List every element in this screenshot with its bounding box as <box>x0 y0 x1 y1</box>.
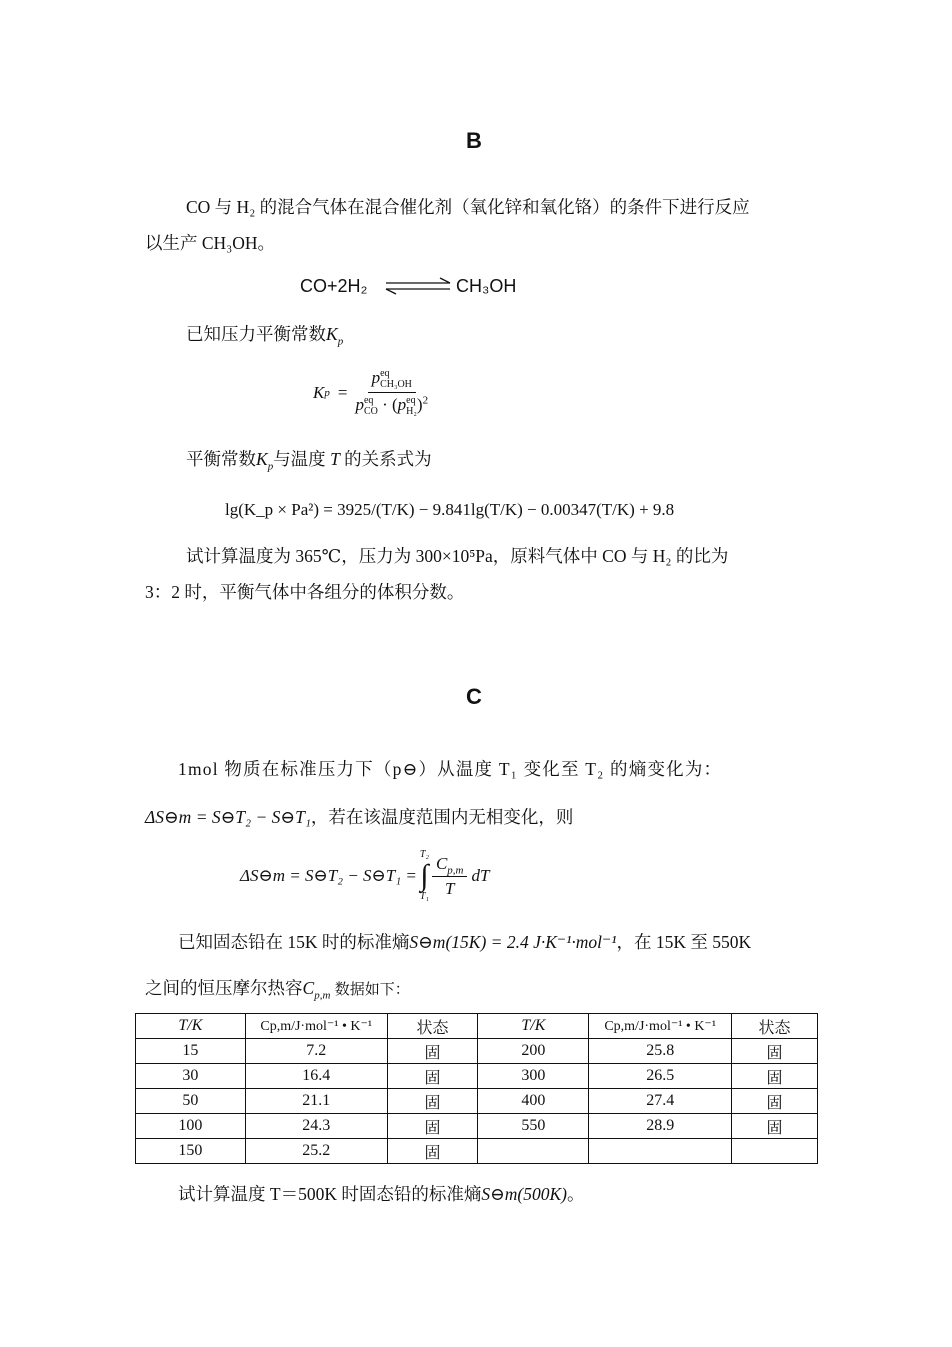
kp-den-p1: p <box>355 395 364 415</box>
known-line2-b: 数据如下： <box>334 982 410 998</box>
known-formula: S⊖m(15K) = 2.4 J·K⁻¹·mol⁻¹ <box>409 932 617 952</box>
integral-numerator <box>432 854 468 877</box>
known-tail: ，在 15K 至 550K <box>616 932 752 952</box>
table-row <box>136 1139 818 1164</box>
known-line2-a: 之间的恒压摩尔热容 <box>145 978 303 998</box>
table-header-cell: 状态 <box>387 1014 478 1039</box>
known-line2-sub: p,m <box>314 989 331 1002</box>
relation-k: K <box>256 449 268 469</box>
table-cell: 28.9 <box>589 1114 732 1139</box>
integral-num-sub: p,m <box>447 863 464 876</box>
kp-den-sup1: eq <box>363 395 374 407</box>
table-cell: 固 <box>387 1039 478 1064</box>
table-cell: 固 <box>732 1064 818 1089</box>
kp-def-symbol: K <box>313 382 325 402</box>
table-cell: 固 <box>732 1039 818 1064</box>
table-cell: 固 <box>732 1114 818 1139</box>
table-cell: 固 <box>732 1089 818 1114</box>
table-cell: 30 <box>136 1064 246 1089</box>
relation-text <box>186 448 432 473</box>
table-cell: 550 <box>478 1114 589 1139</box>
kp-intro-line <box>186 323 344 348</box>
known-line2-cp: C <box>302 978 315 998</box>
integral-symbol-icon: ∫ <box>420 859 429 892</box>
table-cell: 50 <box>136 1089 246 1114</box>
kp-fraction <box>355 368 428 417</box>
integral-sign <box>420 850 429 902</box>
integral-fraction <box>432 854 468 899</box>
table-cell: 200 <box>478 1039 589 1064</box>
section-b-intro-line2: 以生产 CH₃OH。 <box>145 233 276 253</box>
known-line2 <box>145 977 410 1001</box>
kp-num-p: p <box>371 368 381 387</box>
table-cell: 25.2 <box>245 1139 387 1164</box>
table-header-cell: T/K <box>136 1014 246 1039</box>
relation-text-b: 与温度 <box>273 449 326 469</box>
table-cell <box>589 1139 732 1164</box>
section-b-heading: B <box>466 128 482 153</box>
relation-text-c: 的关系式为 <box>344 449 432 469</box>
relation-k-sub: p <box>267 460 274 473</box>
kp-temperature-equation: lg(K_p × Pa²) = 3925/(T/K) − 9.841lg(T/K) − 0.00347(T/K) + 9.8 <box>225 500 675 519</box>
integral-denominator: T <box>444 878 455 898</box>
table-cell: 24.3 <box>245 1114 387 1139</box>
table-cell: 固 <box>387 1114 478 1139</box>
integral-formula <box>240 848 489 904</box>
entropy-change-formula: ΔS⊖m = S⊖T₂ − S⊖T₁ <box>145 807 311 827</box>
table-cell <box>478 1139 589 1164</box>
section-b-intro-line1: CO 与 H₂ 的混合气体在混合催化剂（氧化锌和氧化铬）的条件下进行反应 <box>186 197 750 217</box>
table-header-row <box>136 1014 818 1039</box>
final-question <box>178 1183 584 1205</box>
relation-T: T <box>330 449 340 469</box>
table-row <box>136 1039 818 1064</box>
kp-den-p2: p <box>397 395 407 415</box>
table-row <box>136 1114 818 1139</box>
kp-def-equals: = <box>337 382 348 402</box>
kp-den-dot: · ( <box>377 395 398 415</box>
section-b-question-line2: 3：2 时，平衡气体中各组分的体积分数。 <box>145 582 465 602</box>
integral-num-c: C <box>435 853 448 873</box>
table-cell <box>732 1139 818 1164</box>
section-b-question-line1: 试计算温度为 365℃，压力为 300×10⁵Pa，原料气体中 CO 与 H₂ 的比为 <box>186 546 729 566</box>
table-cell: 27.4 <box>589 1089 732 1114</box>
kp-den-close: ) <box>416 395 423 415</box>
kp-num-sup: eq <box>380 368 390 380</box>
integral-lower-limit: T₁ <box>419 891 429 902</box>
known-text: 已知固态铅在 15K 时的标准熵 <box>178 932 410 952</box>
equilibrium-arrows-icon <box>384 277 452 295</box>
table-cell: 300 <box>478 1064 589 1089</box>
integral-dT: dT <box>471 866 490 885</box>
table-cell: 25.8 <box>589 1039 732 1064</box>
reaction-left: CO+2H₂ <box>300 276 368 296</box>
kp-den-power: 2 <box>422 394 429 407</box>
reaction-right: CH₃OH <box>456 276 517 296</box>
table-header-cell: Cp,m/J·mol⁻¹ • K⁻¹ <box>245 1014 387 1039</box>
table-header-cell: T/K <box>478 1014 589 1039</box>
table-header-cell: 状态 <box>732 1014 818 1039</box>
table-cell: 固 <box>387 1139 478 1164</box>
table-cell: 16.4 <box>245 1064 387 1089</box>
table-cell: 150 <box>136 1139 246 1164</box>
intro-line2-tail: ，若在该温度范围内无相变化，则 <box>310 807 574 827</box>
table-cell: 100 <box>136 1114 246 1139</box>
kp-intro-text: 已知压力平衡常数 <box>186 324 326 344</box>
relation-text-a: 平衡常数 <box>186 449 256 469</box>
table-cell: 21.1 <box>245 1089 387 1114</box>
section-c-intro-line2 <box>145 806 573 828</box>
table-cell: 7.2 <box>245 1039 387 1064</box>
kp-den-sup2: eq <box>406 395 416 407</box>
integral-lhs: ΔS⊖m = S⊖T₂ − S⊖T₁ = <box>240 866 417 885</box>
heat-capacity-table <box>135 1013 818 1164</box>
table-row <box>136 1089 818 1114</box>
table-cell: 400 <box>478 1089 589 1114</box>
table-cell: 15 <box>136 1039 246 1064</box>
kp-sub: p <box>337 335 344 348</box>
section-c-intro-line1: 1mol 物质在标准压力下（p⊖）从温度 T₁ 变化至 T₂ 的熵变化为： <box>178 759 723 779</box>
table-cell: 固 <box>387 1064 478 1089</box>
kp-definition: K p = p eq CH₃OH p eq CO · (p eq H₂ )$^2$ <box>313 368 429 418</box>
final-end: 。 <box>566 1184 585 1204</box>
table-row <box>136 1064 818 1089</box>
final-formula: S⊖m(500K) <box>481 1184 567 1204</box>
integral-upper-limit: T₂ <box>419 849 429 860</box>
known-entropy-line <box>178 931 751 953</box>
kp-den-sub1: CO <box>363 406 378 418</box>
final-question-text: 试计算温度 T＝500K 时固态铅的标准熵 <box>178 1184 482 1204</box>
kp-denominator <box>355 393 428 417</box>
table-cell: 26.5 <box>589 1064 732 1089</box>
section-c-heading: C <box>466 684 482 709</box>
kp-symbol: K <box>326 324 338 344</box>
kp-numerator <box>368 368 416 393</box>
kp-num-sub: CH₃OH <box>380 379 412 391</box>
kp-den-sub2: H₂ <box>406 406 417 418</box>
table-cell: 固 <box>387 1089 478 1114</box>
table-header-cell: Cp,m/J·mol⁻¹ • K⁻¹ <box>589 1014 732 1039</box>
